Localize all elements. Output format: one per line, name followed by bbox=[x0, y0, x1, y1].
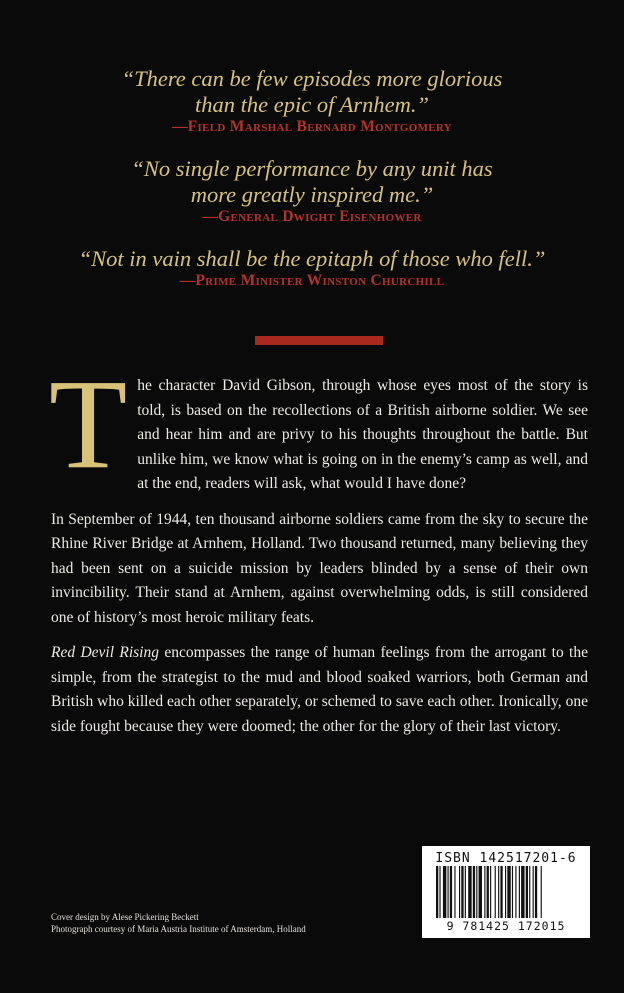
credit-photo: Photograph courtesy of Maria Austria Institute of Amsterdam, Holland bbox=[51, 924, 306, 934]
paragraph-2: In September of 1944, ten thousand airborne soldiers came from the sky to secure the Rhine River Bridge at Arnhem, Holland. Two thousand returned, many believing they had been sent on a suicide mission by leaders blinded by a sense of their own invincibility. Their stand at Arnhem, against overwhelming odds, is still considered one of history’s most heroic military feats. bbox=[51, 510, 588, 626]
barcode-number: 9 781425 172015 bbox=[446, 919, 566, 933]
paragraph-3 bbox=[51, 641, 588, 739]
blurb-text bbox=[49, 353, 588, 750]
attribution-montgomery: —Field Marshal Bernard Montgomery bbox=[171, 118, 453, 135]
credits bbox=[51, 911, 306, 935]
attribution-churchill: —Prime Minister Winston Churchill bbox=[179, 272, 445, 289]
paragraph-3-text: encompasses the range of human feelings from the arrogant to the simple, from the strategist to the mud and blood soaked warriors, both German and British who killed each other separately, or schemed to save each other. Ironically, one side fought because they were doomed; the other for the glory of their last victory. bbox=[51, 644, 588, 735]
attribution-eisenhower: —General Dwight Eisenhower bbox=[202, 208, 422, 225]
quote-line: “Not in vain shall be the epitaph of those who fell.” bbox=[78, 246, 546, 271]
divider-rule bbox=[255, 336, 383, 345]
book-title: Red Devil Rising bbox=[51, 644, 159, 661]
drop-cap: T bbox=[49, 353, 128, 495]
paragraph-1-text: he character David Gibson, through whose eyes most of the story is told, is based on the recollections of a British airborne soldier. We see and hear him and are privy to his thoughts throughout the battle. But unlike him, we know what is going on in the enemy’s camp as well, and at the end, readers will ask, what would I have done? bbox=[137, 377, 588, 492]
quotes-section bbox=[0, 66, 624, 290]
quote-eisenhower bbox=[0, 156, 624, 208]
quote-line: “There can be few episodes more glorious bbox=[121, 66, 503, 91]
barcode bbox=[422, 846, 590, 938]
quote-line: more greatly inspired me.” bbox=[190, 182, 434, 207]
barcode-bars bbox=[436, 866, 576, 918]
quote-line: “No single performance by any unit has bbox=[131, 156, 493, 181]
quote-montgomery bbox=[0, 66, 624, 118]
paragraph-1 bbox=[49, 353, 588, 497]
quote-line: than the epic of Arnhem.” bbox=[195, 92, 429, 117]
credit-design: Cover design by Alese Pickering Beckett bbox=[51, 912, 199, 922]
isbn-label: ISBN 142517201-6 bbox=[435, 851, 577, 866]
quote-churchill bbox=[0, 246, 624, 272]
